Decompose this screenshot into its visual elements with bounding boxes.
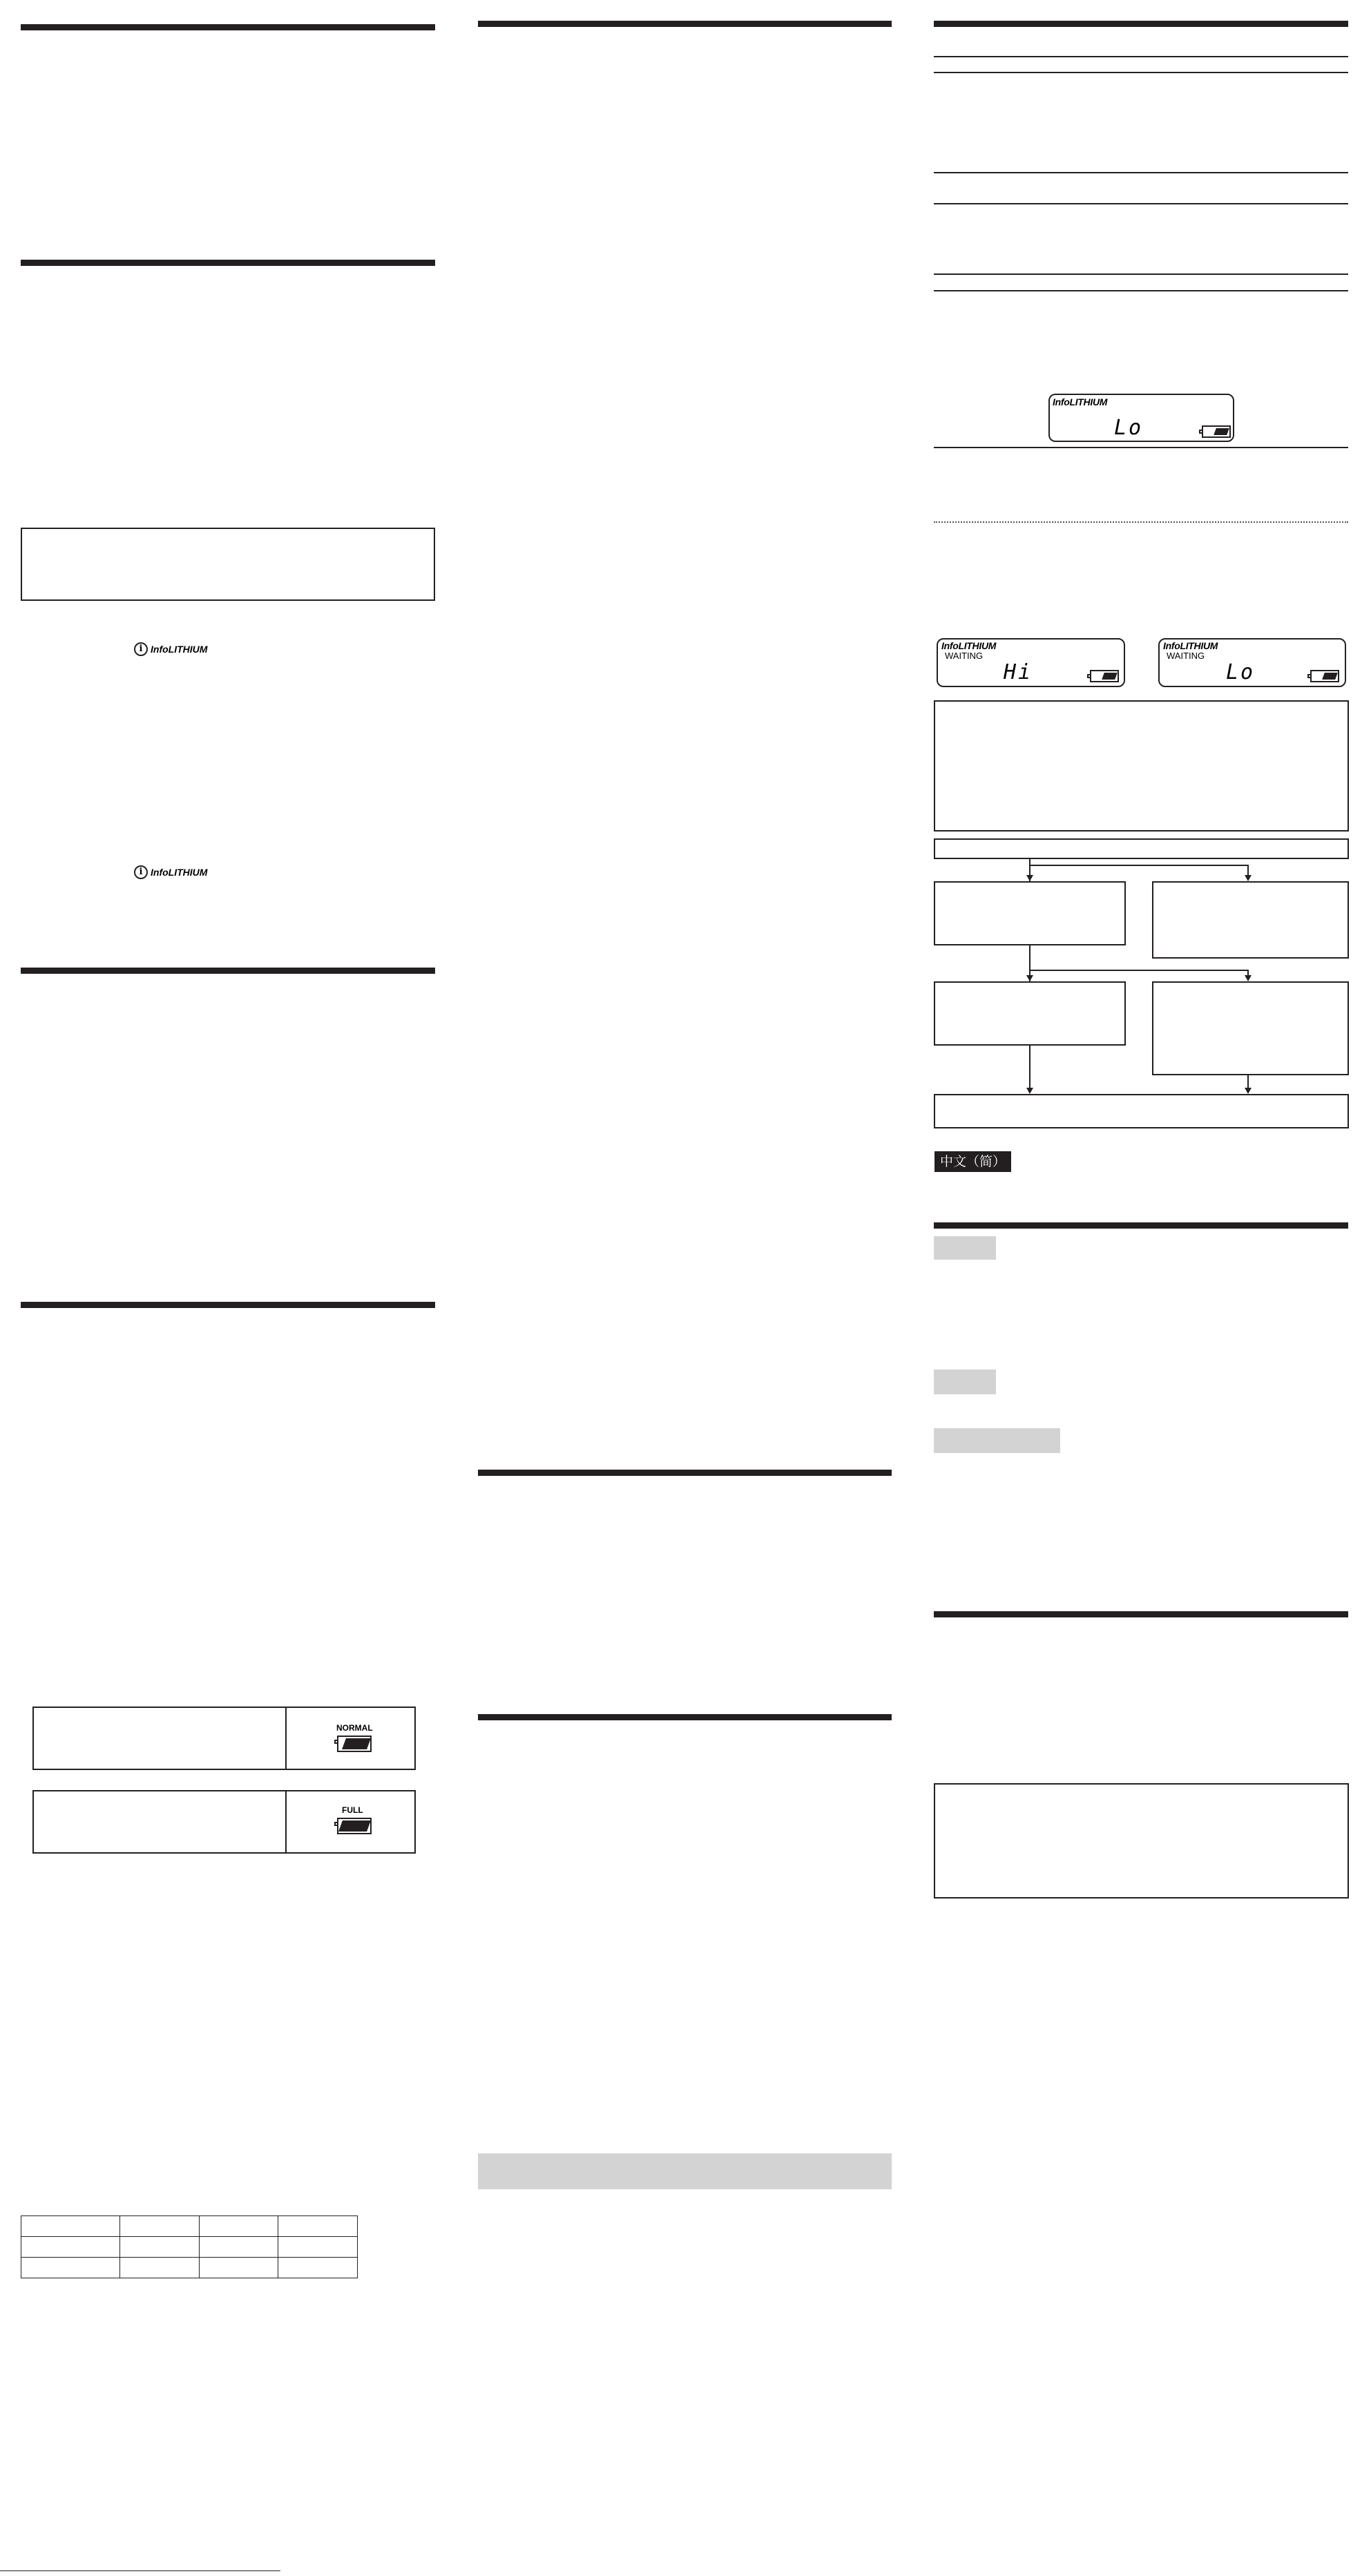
section-rule-4 (21, 1302, 435, 1308)
notice-box-2 (934, 1783, 1349, 1899)
dotted-divider (934, 521, 1348, 523)
table-row (21, 2258, 358, 2278)
normal-charge-divider (285, 1708, 287, 1769)
battery-low-icon (1090, 670, 1119, 682)
section-rule-1 (21, 24, 435, 30)
lcd-waiting-high (937, 638, 1125, 687)
battery-normal-icon (337, 1736, 372, 1752)
grey-banner (478, 2153, 892, 2189)
lcd-title: InfoLITHIUM (1163, 640, 1218, 651)
lcd-reading: Lo (1226, 660, 1256, 684)
flow-connector (1029, 865, 1249, 866)
arrow-down-icon (1245, 1088, 1252, 1094)
table-row (21, 2216, 358, 2237)
info-icon: i (134, 865, 148, 879)
language-tag: 中文（简） (934, 1151, 1011, 1172)
arrow-down-icon (1026, 875, 1033, 881)
battery-low-icon (1202, 425, 1231, 438)
table-rule-4 (934, 203, 1348, 204)
flow-box-1 (934, 881, 1126, 945)
battery-low-icon (1310, 670, 1339, 682)
lcd-title: InfoLITHIUM (941, 640, 997, 651)
lcd-reading: Lo (1114, 416, 1144, 440)
infolithium-logo-1 (134, 642, 207, 656)
lcd-waiting-low (1158, 638, 1346, 687)
flow-connector (1029, 1046, 1030, 1093)
section-rule-7 (478, 1714, 892, 1720)
grey-heading-2 (934, 1369, 996, 1394)
full-charge-label: FULL (342, 1805, 363, 1815)
lcd-reading: Hi (1004, 660, 1033, 684)
section-rule-10 (934, 1611, 1348, 1617)
grey-heading-1 (934, 1236, 996, 1260)
charge-time-table (21, 2215, 358, 2278)
table-rule-3 (934, 172, 1348, 173)
flow-box-2 (1152, 881, 1349, 959)
infolithium-logo-text: InfoLITHIUM (151, 867, 208, 878)
section-rule-3 (21, 968, 435, 974)
arrow-down-icon (1026, 975, 1033, 981)
grey-heading-3 (934, 1428, 1060, 1453)
table-rule-7 (934, 447, 1348, 448)
table-rule-2 (934, 72, 1348, 73)
flow-connector (1029, 970, 1249, 971)
flow-box-3 (934, 981, 1126, 1046)
normal-charge-box (32, 1707, 416, 1770)
arrow-down-icon (1245, 875, 1252, 881)
table-row (21, 2237, 358, 2258)
arrow-down-icon (1026, 1088, 1033, 1094)
section-rule-6 (478, 1470, 892, 1476)
normal-charge-label: NORMAL (336, 1723, 373, 1733)
info-icon: i (134, 642, 148, 656)
full-charge-box (32, 1790, 416, 1854)
notice-box (21, 528, 435, 601)
full-charge-divider (285, 1791, 287, 1852)
section-rule-2 (21, 260, 435, 266)
lcd-display-low (1048, 394, 1234, 442)
flow-end-box (934, 1094, 1349, 1128)
lcd-waiting-label: WAITING (945, 651, 984, 661)
lcd-waiting-label: WAITING (1167, 651, 1205, 661)
flow-start-box (934, 838, 1349, 859)
infolithium-logo-text: InfoLITHIUM (151, 644, 208, 655)
flow-box-4 (1152, 981, 1349, 1075)
lcd-title: InfoLITHIUM (1053, 396, 1108, 407)
footer-rule (0, 2570, 280, 2571)
arrow-down-icon (1245, 975, 1252, 981)
table-rule-5 (934, 273, 1348, 275)
section-rule-5 (478, 21, 892, 27)
section-rule-8 (934, 21, 1348, 27)
table-rule-6 (934, 290, 1348, 291)
info-box (934, 700, 1349, 832)
section-rule-9 (934, 1222, 1348, 1229)
infolithium-logo-2 (134, 865, 207, 879)
battery-full-icon (337, 1818, 372, 1834)
table-rule-1 (934, 56, 1348, 57)
